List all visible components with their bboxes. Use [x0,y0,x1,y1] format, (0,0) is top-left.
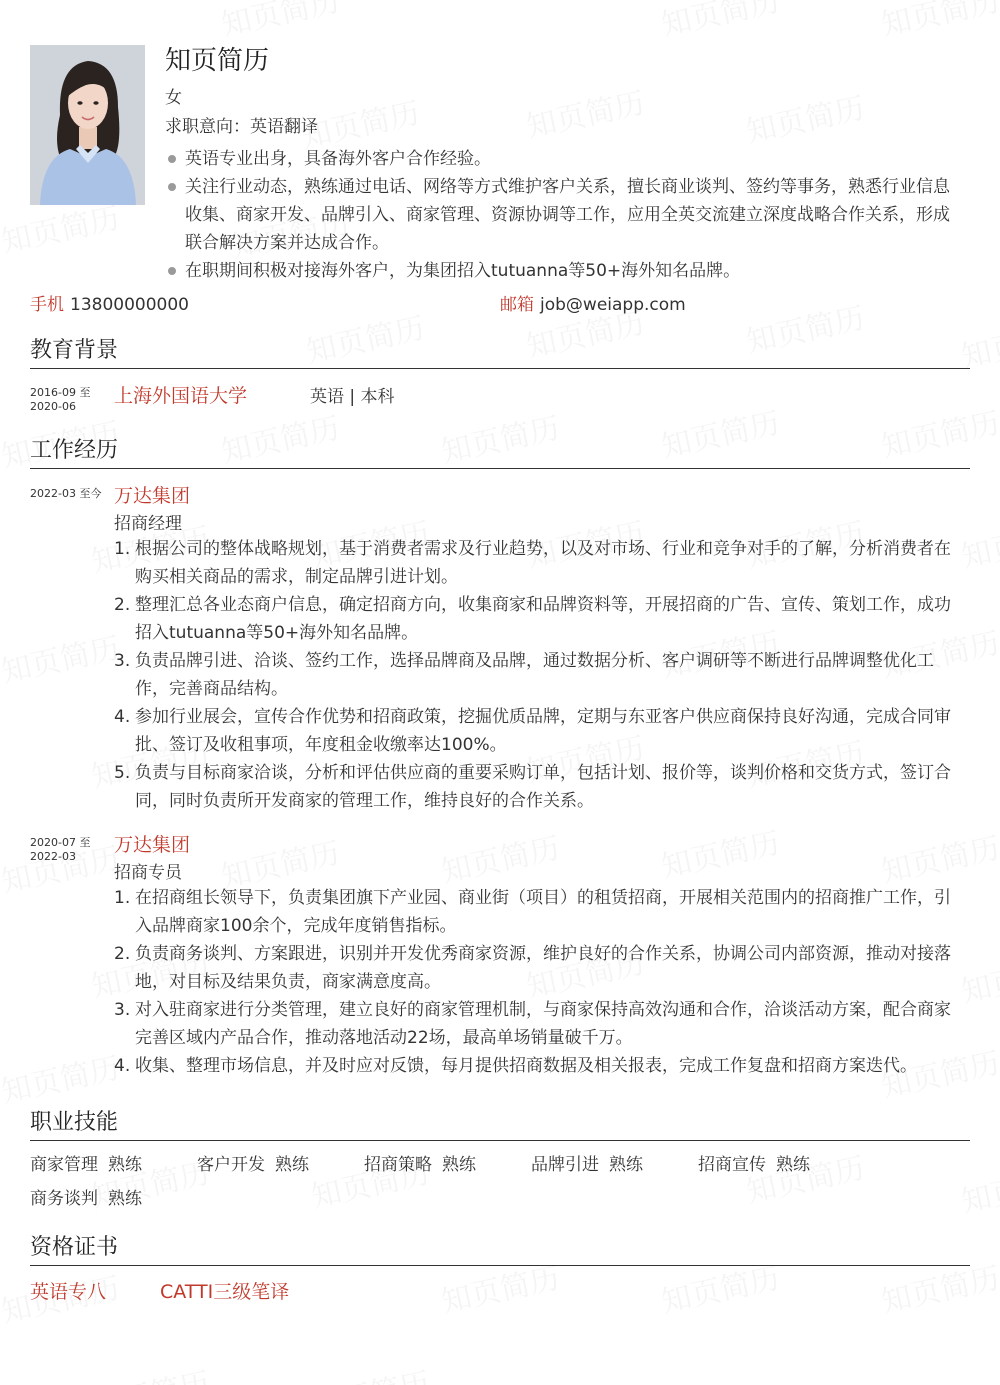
duty-item: 3. 负责品牌引进、洽谈、签约工作，选择品牌商及品牌，通过数据分析、客户调研等不断进行品牌调整优化工作，完善商品结构。 [114,651,934,699]
section-title-skills: 职业技能 [30,1108,970,1141]
duty-item: 5. 负责与目标商家洽谈，分析和评估供应商的重要采购订单，包括计划、报价等，谈判价格和交货方式，签订合同，同时负责所开发商家的管理工作，维持良好的合作关系。 [114,763,951,811]
school-name: 上海外国语大学 [114,385,248,407]
duty-list [114,535,964,815]
section-title-education: 教育背景 [30,336,970,369]
duty-text: 负责与目标商家洽谈，分析和评估供应商的重要采购订单，包括计划、报价等，谈判价格和交货方式，签订合同，同时负责所开发商家的管理工作，维持良好的合作关系。 [135,763,951,811]
phone-label: 手机 [30,295,64,315]
duty-text: 收集、整理市场信息，并及时应对反馈，每月提供招商数据及相关报表，完成工作复盘和招商方案迭代。 [135,1056,917,1076]
contact-phone [30,292,189,318]
skill-level: 熟练 [609,1155,643,1175]
duty-item: 4. 参加行业展会，宣传合作优势和招商政策，挖掘优质品牌，定期与东亚客户供应商保持良好沟通，完成合同审批、签订及收租事项，年度租金收缴率达100%。 [114,707,951,755]
job-role: 招商专员 [114,863,182,883]
duty-item: 3. 对入驻商家进行分类管理，建立良好的商家管理机制，与商家保持高效沟通和合作，洽谈活动方案，配合商家完善区域内产品合作，推动落地活动22场，最高单场销量破千万。 [114,1000,951,1048]
duty-item: 2. 负责商务谈判、方案跟进，识别并开发优秀商家资源，维护良好的合作关系，协调公司内部资源，推动对接落地，对目标及结果负责，商家满意度高。 [114,944,951,992]
certificate-item: CATTI三级笔译 [160,1281,290,1303]
duty-text: 在招商组长领导下，负责集团旗下产业园、商业街（项目）的租赁招商，开展相关范围内的招商推广工作，引入品牌商家100余个，完成年度销售指标。 [135,888,951,936]
education-date: 2016-09 至 2020-06 [30,386,91,413]
summary-list [165,145,965,285]
skill-name: 招商宣传 [698,1155,766,1175]
skill-item [30,1186,142,1212]
duty-item: 2. 整理汇总各业态商户信息，确定招商方向，收集商家和品牌资料等，开展招商的广告、宣传、策划工作，成功招入tutuanna等50+海外知名品牌。 [114,595,951,643]
section-title-work: 工作经历 [30,436,970,469]
profile-photo-image [30,45,145,205]
skill-name: 品牌引进 [531,1155,599,1175]
candidate-name: 知页简历 [165,46,270,76]
summary-item: 在职期间积极对接海外客户，为集团招入tutuanna等50+海外知名品牌。 [165,257,965,285]
duty-item: 4. 收集、整理市场信息，并及时应对反馈，每月提供招商数据及相关报表，完成工作复盘和招商方案迭代。 [114,1056,917,1076]
duty-text: 负责商务谈判、方案跟进，识别并开发优秀商家资源，维护良好的合作关系，协调公司内部资源，推动对接落地，对目标及结果负责，商家满意度高。 [135,944,951,992]
work-date: 2022-03 至今 [30,487,102,500]
email-value: job@weiapp.com [540,295,686,315]
duty-text: 对入驻商家进行分类管理，建立良好的商家管理机制，与商家保持高效沟通和合作，洽谈活动方案，配合商家完善区域内产品合作，推动落地活动22场，最高单场销量破千万。 [135,1000,951,1048]
duty-text: 负责品牌引进、洽谈、签约工作，选择品牌商及品牌，通过数据分析、客户调研等不断进行品牌调整优化工作，完善商品结构。 [135,651,934,699]
skill-item [30,1152,142,1178]
phone-value: 13800000000 [70,295,189,315]
contact-email [500,292,686,318]
education-detail: 英语 | 本科 [310,387,395,407]
duty-item: 1. 在招商组长领导下，负责集团旗下产业园、商业街（项目）的租赁招商，开展相关范围内的招商推广工作，引入品牌商家100余个，完成年度销售指标。 [114,888,951,936]
summary-item: 英语专业出身，具备海外客户合作经验。 [165,145,965,173]
work-date: 2020-07 至 2022-03 [30,836,91,863]
skill-name: 客户开发 [197,1155,265,1175]
duty-list [114,884,964,1080]
skill-name: 商家管理 [30,1155,98,1175]
certificate-item: 英语专八 [30,1281,107,1303]
skill-item [197,1152,309,1178]
skill-level: 熟练 [776,1155,810,1175]
skill-item [364,1152,476,1178]
gender: 女 [165,88,182,108]
skill-level: 熟练 [108,1155,142,1175]
profile-photo [30,45,145,205]
job-role: 招商经理 [114,514,182,534]
skill-item [531,1152,643,1178]
skill-name: 商务谈判 [30,1189,98,1209]
skill-level: 熟练 [275,1155,309,1175]
duty-text: 参加行业展会，宣传合作优势和招商政策，挖掘优质品牌，定期与东亚客户供应商保持良好沟通，完成合同审批、签订及收租事项，年度租金收缴率达100%。 [135,707,951,755]
job-intent: 求职意向：英语翻译 [165,117,318,137]
company-name: 万达集团 [114,485,191,507]
duty-text: 整理汇总各业态商户信息，确定招商方向，收集商家和品牌资料等，开展招商的广告、宣传、策划工作，成功招入tutuanna等50+海外知名品牌。 [135,595,951,643]
skill-level: 熟练 [108,1189,142,1209]
skill-name: 招商策略 [364,1155,432,1175]
skill-level: 熟练 [442,1155,476,1175]
email-label: 邮箱 [500,295,534,315]
skill-item [698,1152,810,1178]
summary-item: 关注行业动态，熟练通过电话、网络等方式维护客户关系，擅长商业谈判、签约等事务，熟悉行业信息收集、商家开发、品牌引入、商家管理、资源协调等工作，应用全英交流建立深度战略合作关系，形成联合解决方案并达成合作。 [165,173,965,257]
duty-text: 根据公司的整体战略规划，基于消费者需求及行业趋势，以及对市场、行业和竞争对手的了解，分析消费者在购买相关商品的需求，制定品牌引进计划。 [135,539,951,587]
duty-item: 1. 根据公司的整体战略规划，基于消费者需求及行业趋势，以及对市场、行业和竞争对手的了解，分析消费者在购买相关商品的需求，制定品牌引进计划。 [114,539,951,587]
company-name: 万达集团 [114,834,191,856]
section-title-certificates: 资格证书 [30,1233,970,1266]
